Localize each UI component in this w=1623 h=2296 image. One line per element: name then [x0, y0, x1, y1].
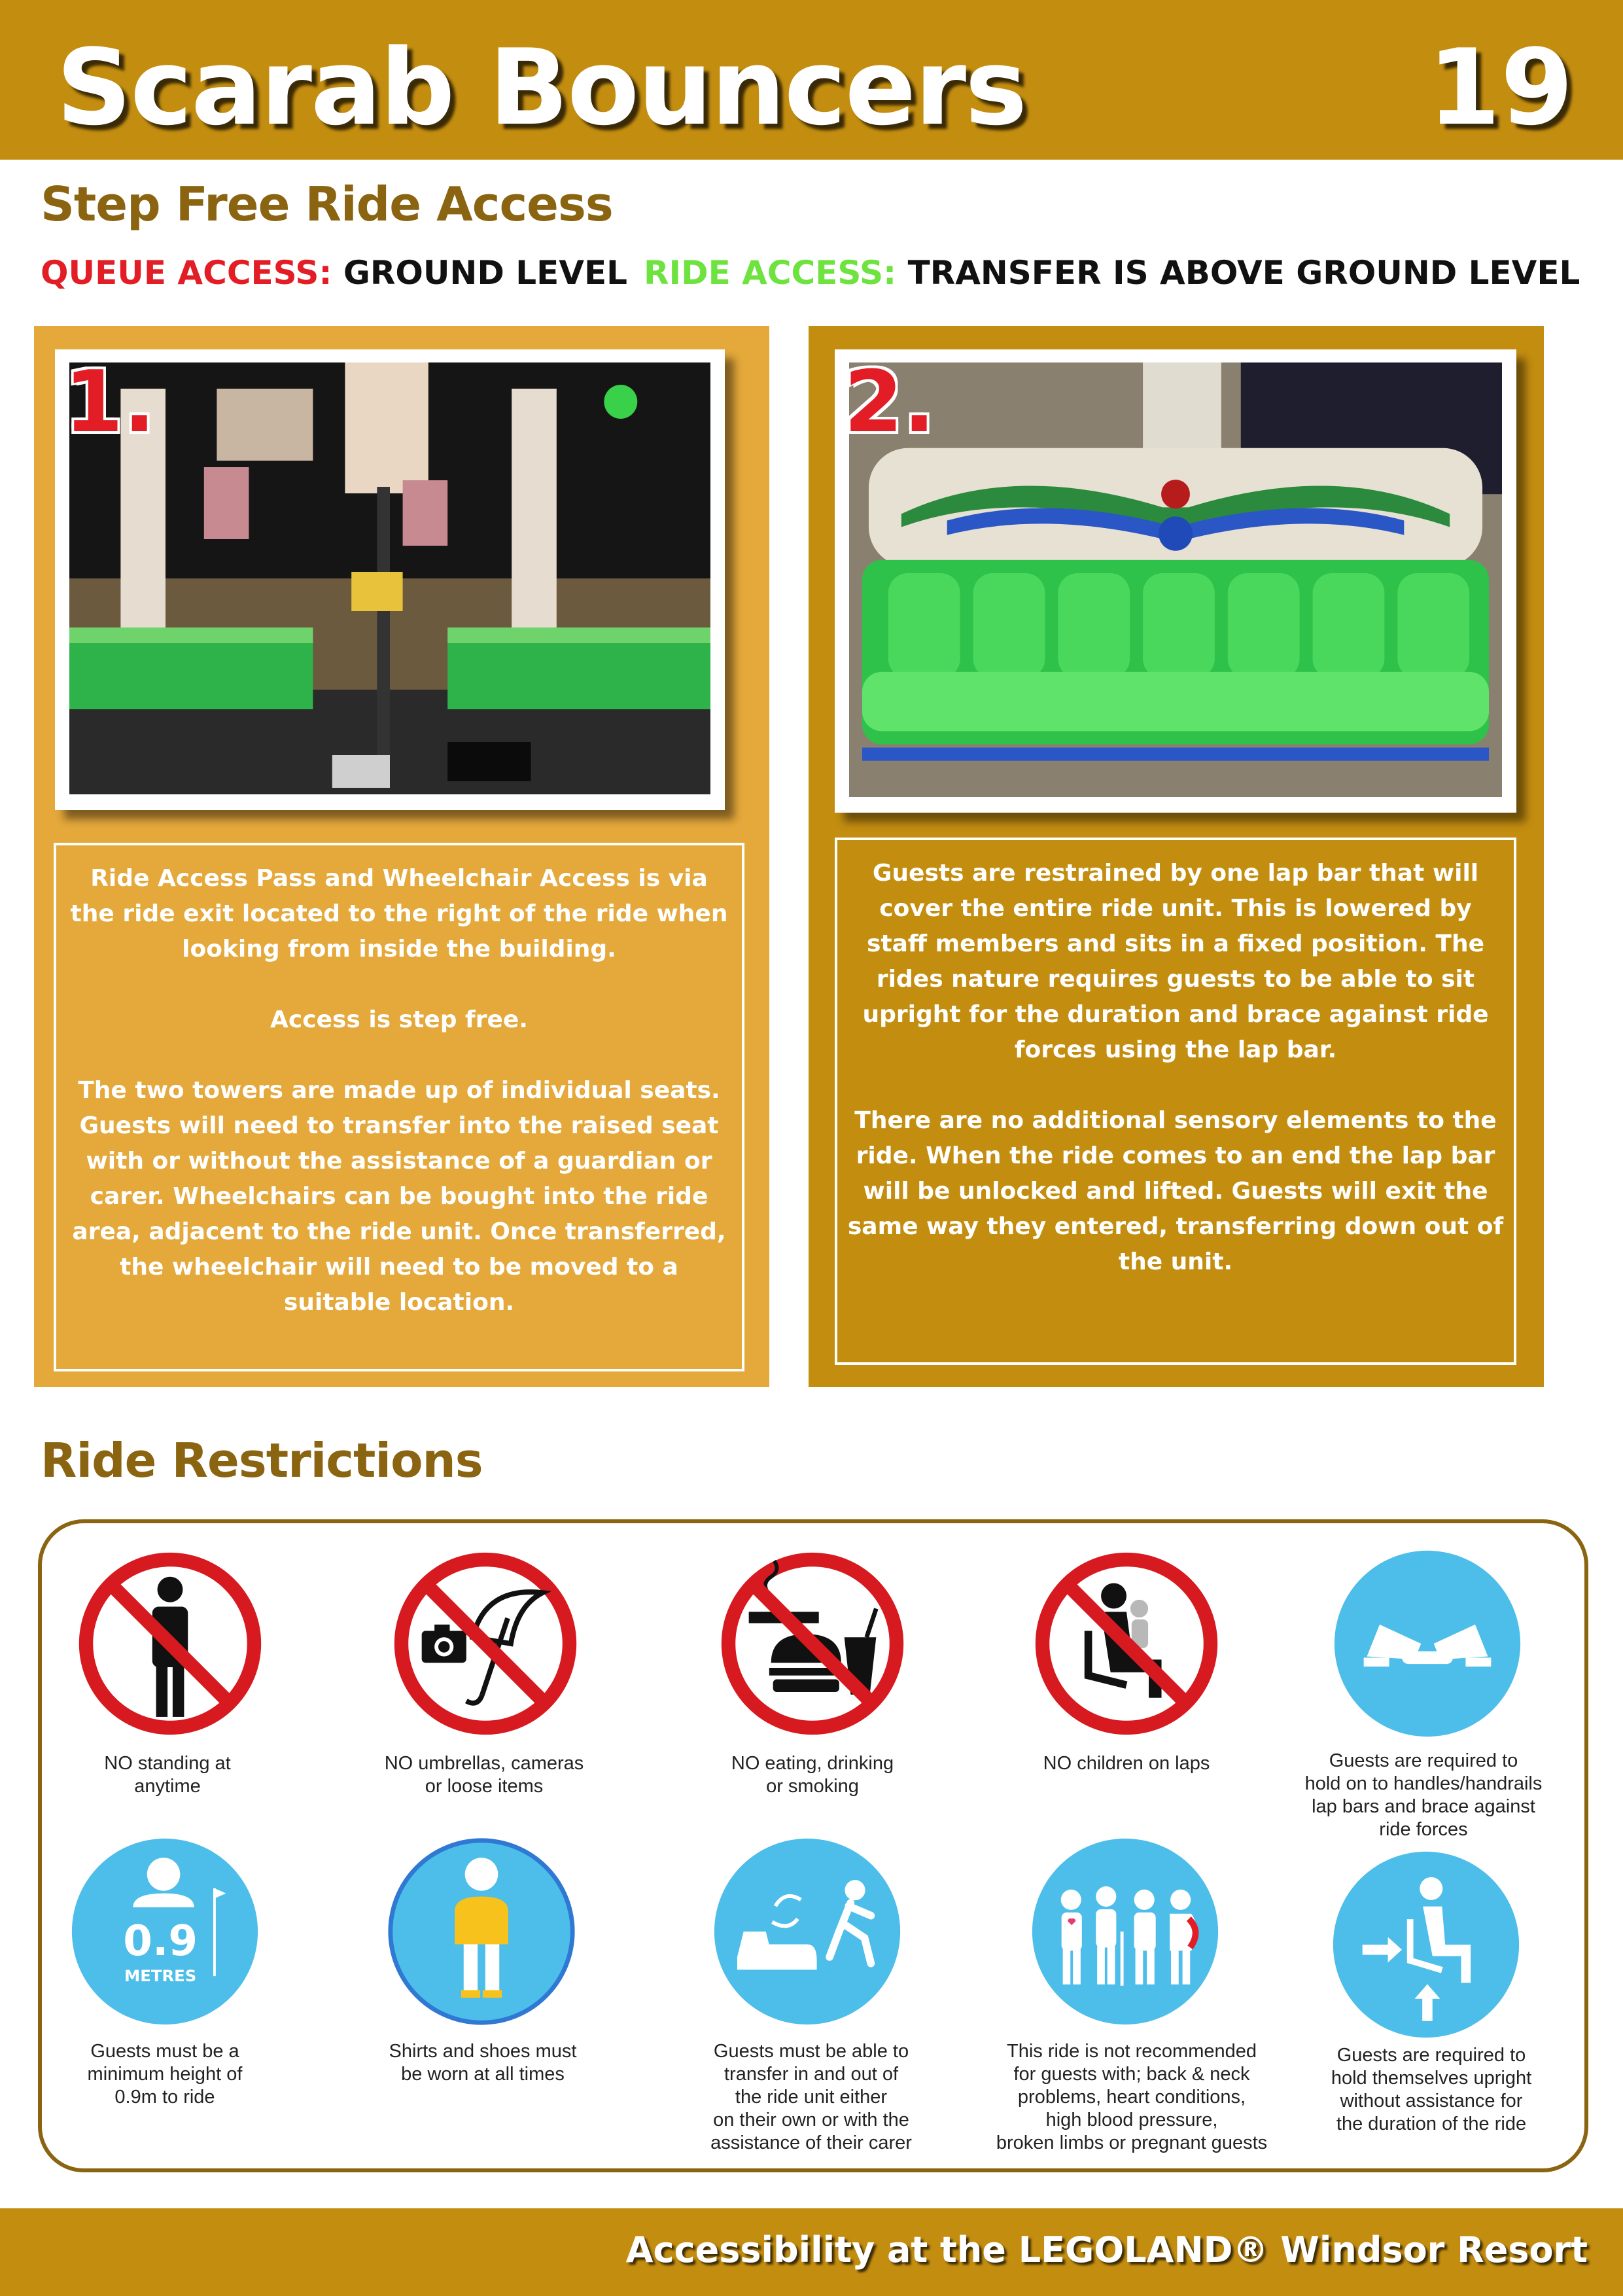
panel-1-paragraph-2: Access is step free. [270, 1006, 528, 1033]
restriction-caption-no-eating: NO eating, drinking or smoking [731, 1753, 894, 1797]
no-eating-drinking-smoking-icon [717, 1548, 908, 1739]
footer-bar [0, 2208, 1623, 2296]
minimum-height-value: 0.9 [123, 1916, 198, 1966]
header-bar [0, 0, 1623, 160]
ride-photo-towers [69, 362, 710, 794]
info-panel-2 [809, 326, 1544, 1387]
ride-access-line [644, 254, 1580, 292]
page-number: 19 [1427, 26, 1573, 149]
transfer-in-out-icon [712, 1836, 903, 2027]
ride-title: Scarab Bouncers [56, 26, 1026, 149]
ride-access-value: TRANSFER IS ABOVE GROUND LEVEL [907, 254, 1580, 292]
restriction-caption-transfer: Guests must be able to transfer in and out of the ride unit either on their own or with the assistance of their carer [710, 2041, 912, 2153]
ride-photo-seat-unit [849, 362, 1502, 797]
hold-handles-icon [1332, 1548, 1523, 1739]
queue-access-line [41, 254, 627, 292]
ride-seat-illustration [849, 362, 1502, 797]
photo-number-2: 2. [844, 352, 935, 451]
info-panel-1 [34, 326, 769, 1387]
photo-number-1: 1. [64, 352, 156, 451]
panel-1-paragraph-3: The two towers are made up of individual seats. Guests will need to transfer into the raised seat with or without the assistance of a guardian or carer. Wheelchairs can be bought into the ride area, adjacent to the ride unit. Once transferred, the wheelchair will need to be moved to a suitable location. [72, 1077, 726, 1316]
footer-text: Accessibility at the LEGOLAND® Windsor Resort [625, 2229, 1588, 2270]
no-standing-icon [75, 1548, 266, 1739]
restriction-caption-sit-upright: Guests are required to hold themselves upright without assistance for the duration of the ride [1331, 2045, 1532, 2134]
panel-2-paragraph-2: There are no additional sensory elements to the ride. When the ride comes to an end the lap bar will be unlocked and lifted. Guests will exit the same way they entered, transferring down out of the unit. [847, 1107, 1504, 1275]
sit-upright-icon [1331, 1849, 1522, 2040]
shirts-shoes-icon [386, 1836, 577, 2027]
queue-access-label: QUEUE ACCESS: [41, 254, 332, 292]
no-umbrellas-cameras-icon [390, 1548, 581, 1739]
ride-access-label: RIDE ACCESS: [644, 254, 897, 292]
access-heading: Step Free Ride Access [41, 177, 613, 232]
restriction-caption-no-umbrellas: NO umbrellas, cameras or loose items [384, 1753, 584, 1797]
description-box-1 [54, 843, 744, 1371]
ride-photo-frame-1 [55, 349, 725, 810]
minimum-height-unit: METRES [124, 1966, 197, 1985]
ride-photo-frame-2 [835, 349, 1516, 813]
restrictions-heading: Ride Restrictions [41, 1433, 483, 1488]
health-conditions-icon [1030, 1836, 1221, 2027]
minimum-height-icon [69, 1836, 260, 2027]
panel-1-paragraph-1: Ride Access Pass and Wheelchair Access is via the ride exit located to the right of the ride when looking from inside the building. [70, 865, 728, 963]
restriction-caption-hold-handles: Guests are required to hold on to handles/handrails lap bars and brace against ride forces [1304, 1750, 1543, 1840]
description-box-2 [835, 838, 1516, 1365]
ride-towers-illustration [69, 362, 710, 794]
restriction-caption-shirts-shoes: Shirts and shoes must be worn at all times [389, 2041, 577, 2085]
restriction-caption-health: This ride is not recommended for guests with; back & neck problems, heart conditions, high blood pressure, broken limbs or pregnant guests [996, 2041, 1268, 2153]
restriction-caption-minimum-height: Guests must be a minimum height of 0.9m to ride [87, 2041, 243, 2108]
restriction-caption-no-standing: NO standing at anytime [104, 1753, 231, 1797]
queue-access-value: GROUND LEVEL [343, 254, 627, 292]
no-children-on-laps-icon [1031, 1548, 1222, 1739]
panel-2-paragraph-1: Guests are restrained by one lap bar that will cover the entire ride unit. This is lowered by staff members and sits in a fixed position. The rides nature requires guests to be able to sit upright for the duration and brace against ride forces using the lap bar. [862, 860, 1489, 1063]
restriction-caption-no-children-laps: NO children on laps [1043, 1753, 1210, 1774]
